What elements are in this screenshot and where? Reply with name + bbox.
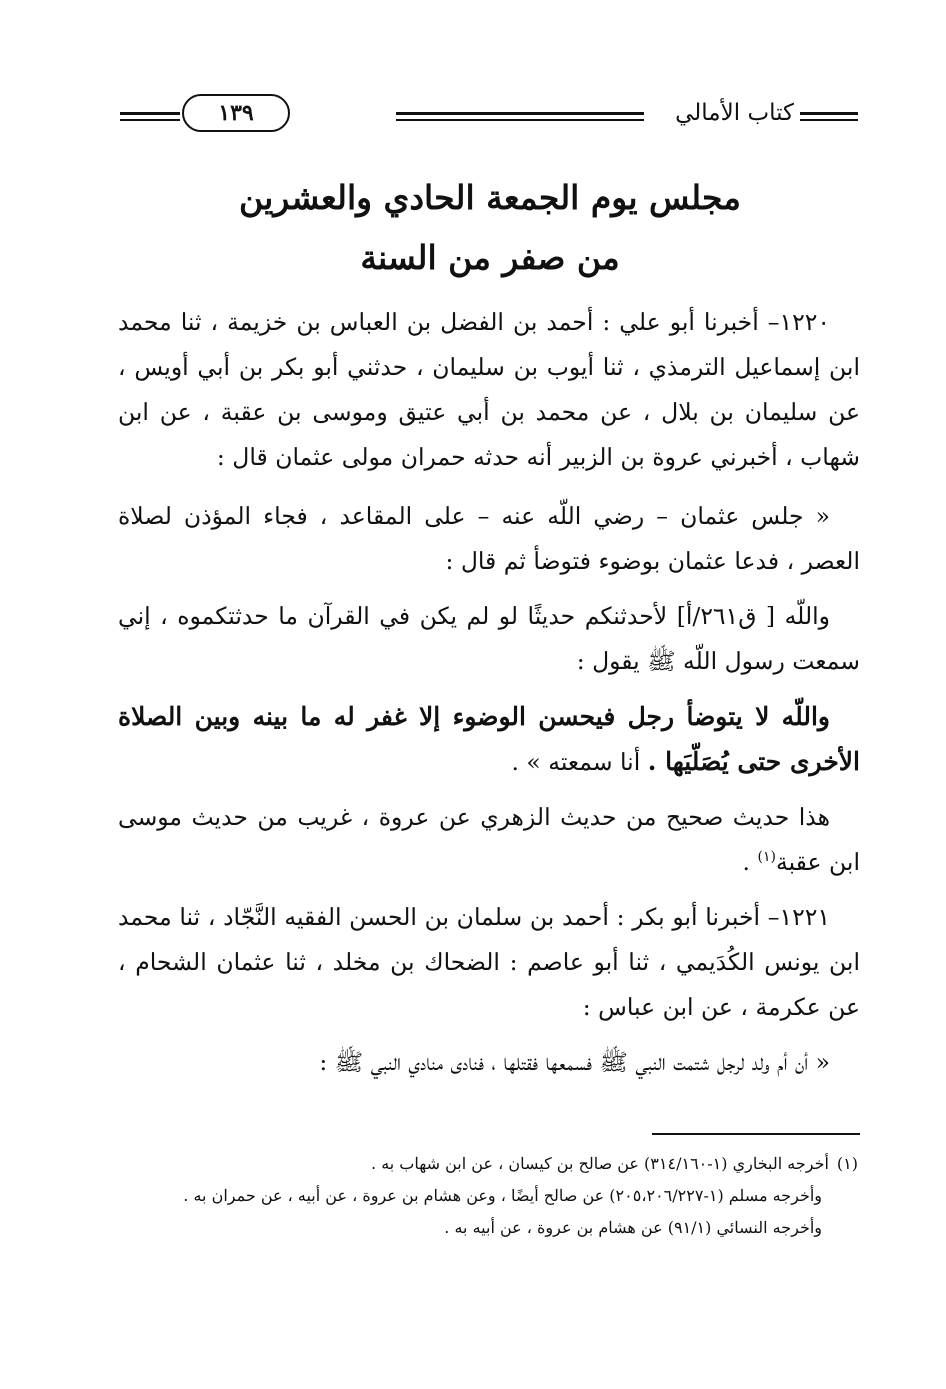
body-text — [118, 300, 860, 1095]
book-title: كتاب الأمالي — [675, 100, 794, 126]
header-rule-left — [120, 112, 180, 124]
paragraph-oath: واللّه [ ق٢٦١/أ] لأحدثنكم حديثًا لو لم يكن في القرآن ما حدثتكموه ، إني سمعت رسول اللّه ﷺ يقول : — [118, 602, 860, 675]
header-rule-middle — [396, 112, 644, 124]
grading-text: هذا حديث صحيح من حديث الزهري عن عروة ، غريب من حديث موسى ابن عقبة — [118, 803, 860, 876]
footnote-number: (١) — [836, 1154, 858, 1173]
footnote-1-line-3: وأخرجه النسائي (٩١/١) عن هشام بن عروة ، عن أبيه به . — [444, 1218, 822, 1237]
running-header — [120, 88, 858, 144]
paragraph-hadith-1221-matn: « أن أم ولد لرجل شتمت النبي ﷺ فسمعها فقتلها ، فنادى منادي النبي ﷺ : — [319, 1048, 830, 1076]
chapter-title — [120, 168, 860, 288]
paragraph-hadith-1220-isnad: ١٢٢٠– أخبرنا أبو علي : أحمد بن الفضل بن العباس بن خزيمة ، ثنا محمد ابن إسماعيل الترمذي ، ثنا أيوب بن سليمان ، حدثني أبو بكر بن أبي أويس ، عن سليمان بن بلال ، عن محمد بن أبي عتيق وموسى بن عقبة ، عن ابن شهاب ، أخبرني عروة بن الزبير أنه حدثه حمران مولى عثمان قال : — [118, 308, 860, 471]
footnote-reference[interactable]: (١) — [757, 849, 776, 866]
chapter-title-line-2: من صفر من السنة — [360, 238, 620, 277]
footnote-separator — [652, 1133, 860, 1135]
page-number-badge: ١٣٩ — [182, 94, 290, 132]
footnote-1-line-2: وأخرجه مسلم (١-٢٠٥،٢٠٦/٢٢٧) عن صالح أيضًا ، وعن هشام بن عروة ، عن أبيه ، عن حمران به . — [183, 1186, 822, 1205]
chapter-title-line-1: مجلس يوم الجمعة الحادي والعشرين — [239, 178, 741, 217]
paragraph-hadith-1220-matn: « جلس عثمان – رضي اللّه عنه – على المقاعد ، فجاء المؤذن لصلاة العصر ، فدعا عثمان بوضوء فتوضأ ثم قال : — [118, 502, 860, 575]
prophetic-saying-text: واللّه لا يتوضأ رجل فيحسن الوضوء إلا غفر له ما بينه وبين الصلاة الأخرى حتى يُصَلّيَها . — [118, 702, 860, 776]
prophetic-saying-tail: أنا سمعته » . — [511, 748, 648, 776]
grading-end: . — [742, 848, 758, 876]
paragraph-grading — [118, 795, 860, 885]
footnote-1-text: أخرجه البخاري (١-٣١٤/١٦٠) عن صالح بن كيسان ، عن ابن شهاب به . — [371, 1154, 829, 1173]
paragraph-hadith-1221-isnad: ١٢٢١– أخبرنا أبو بكر : أحمد بن سلمان بن الحسن الفقيه النَّجّاد ، ثنا محمد ابن يونس الكُدَيمي ، ثنا أبو عاصم : الضحاك بن مخلد ، ثنا عثمان الشحام ، عن عكرمة ، عن ابن عباس : — [118, 903, 860, 1021]
paragraph-prophetic-saying — [118, 694, 860, 785]
footnotes — [118, 1148, 858, 1244]
header-rule-right — [800, 112, 858, 124]
footnote-1-line-1 — [118, 1148, 858, 1180]
